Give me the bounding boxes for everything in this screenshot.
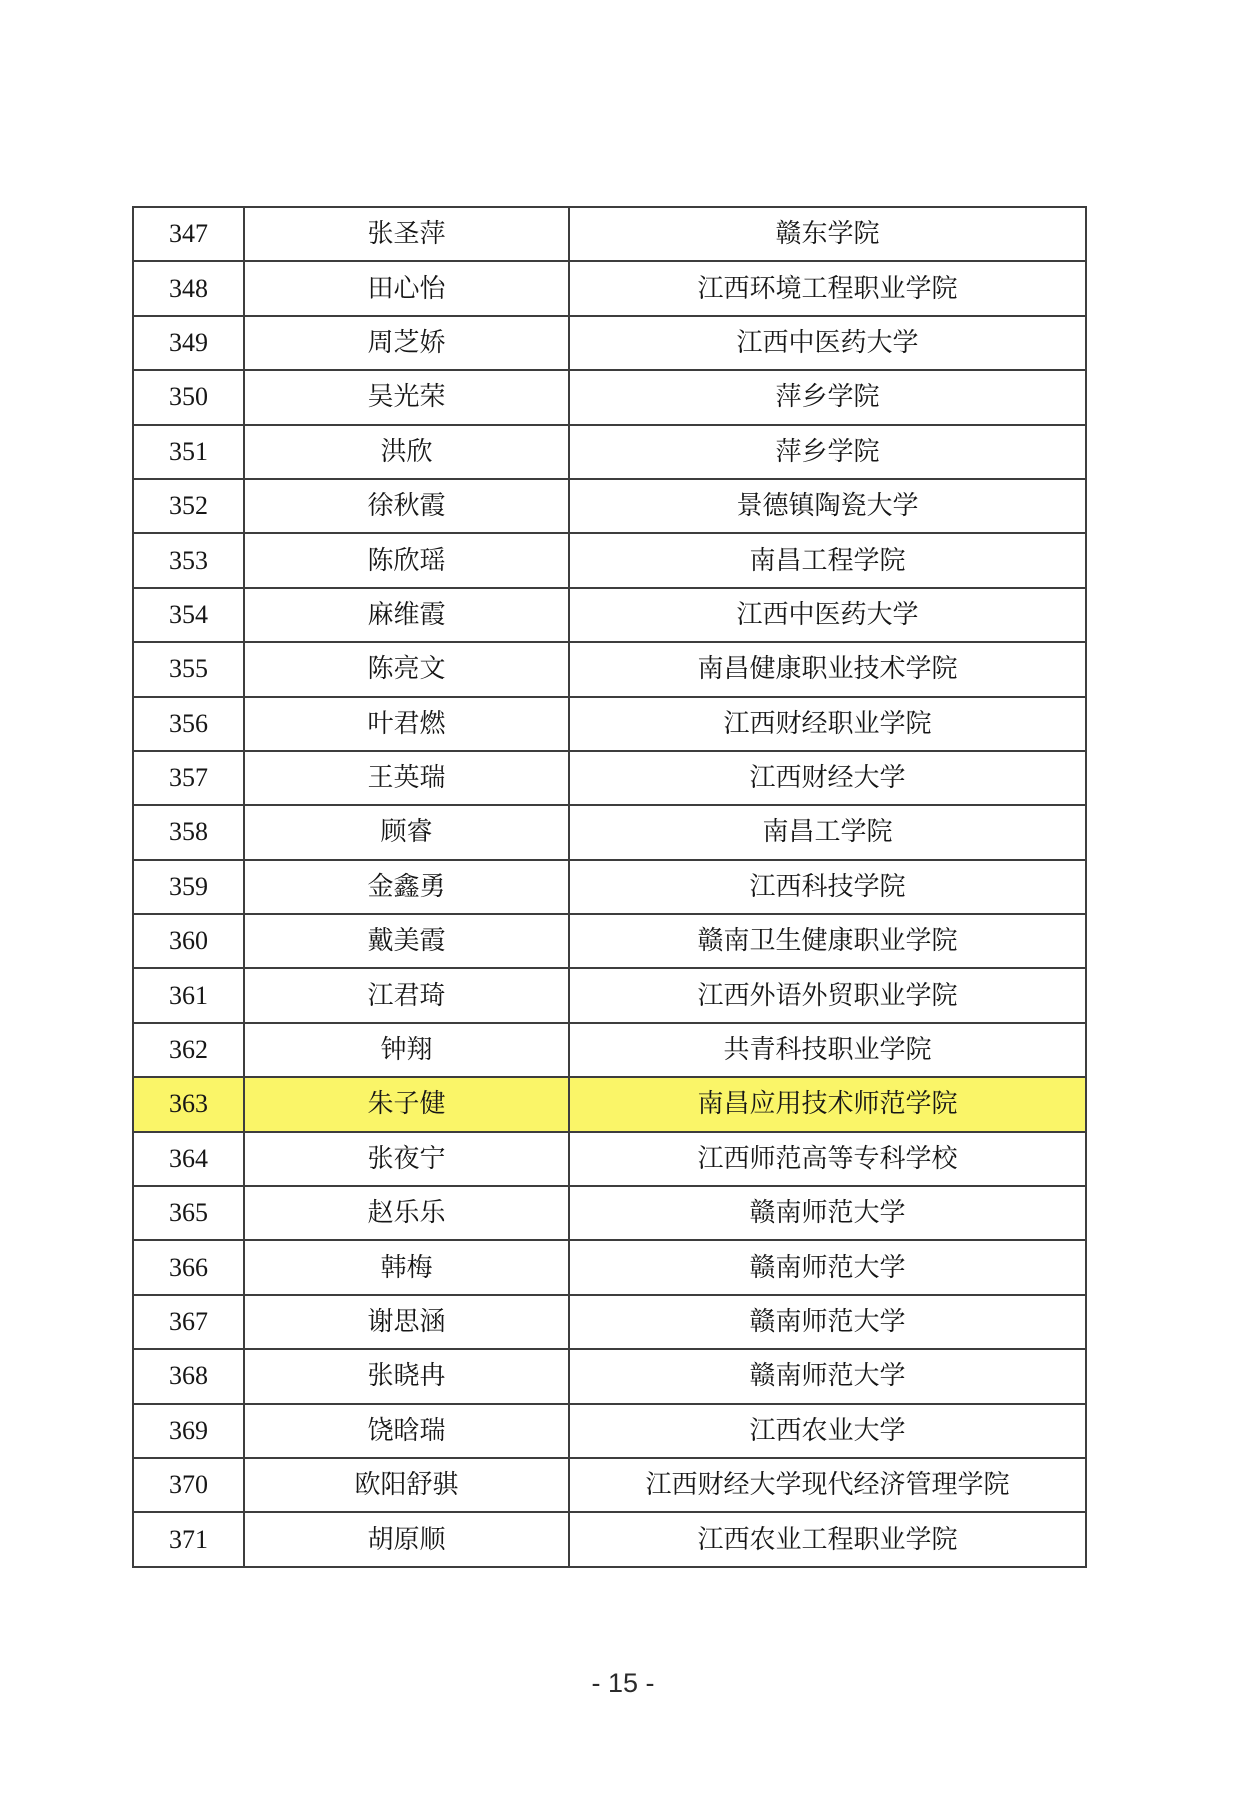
name-cell: 陈亮文 bbox=[244, 642, 569, 696]
school-cell: 南昌健康职业技术学院 bbox=[569, 642, 1086, 696]
row-number-cell: 349 bbox=[133, 316, 244, 370]
school-cell: 江西农业工程职业学院 bbox=[569, 1512, 1086, 1566]
table-row bbox=[133, 1349, 1086, 1403]
school-cell: 赣南师范大学 bbox=[569, 1240, 1086, 1294]
table-row bbox=[133, 261, 1086, 315]
table-row bbox=[133, 1240, 1086, 1294]
table-row bbox=[133, 1077, 1086, 1131]
row-number-cell: 352 bbox=[133, 479, 244, 533]
name-cell: 徐秋霞 bbox=[244, 479, 569, 533]
table-row bbox=[133, 642, 1086, 696]
row-number-cell: 362 bbox=[133, 1023, 244, 1077]
name-cell: 韩梅 bbox=[244, 1240, 569, 1294]
name-cell: 张圣萍 bbox=[244, 207, 569, 261]
school-cell: 江西财经大学 bbox=[569, 751, 1086, 805]
school-cell: 江西外语外贸职业学院 bbox=[569, 968, 1086, 1022]
name-cell: 赵乐乐 bbox=[244, 1186, 569, 1240]
table-row bbox=[133, 316, 1086, 370]
table-row bbox=[133, 479, 1086, 533]
name-cell: 谢思涵 bbox=[244, 1295, 569, 1349]
school-cell: 江西师范高等专科学校 bbox=[569, 1132, 1086, 1186]
school-cell: 赣东学院 bbox=[569, 207, 1086, 261]
table-row bbox=[133, 207, 1086, 261]
name-cell: 洪欣 bbox=[244, 425, 569, 479]
school-cell: 赣南卫生健康职业学院 bbox=[569, 914, 1086, 968]
row-number-cell: 351 bbox=[133, 425, 244, 479]
row-number-cell: 358 bbox=[133, 805, 244, 859]
name-cell: 朱子健 bbox=[244, 1077, 569, 1131]
school-cell: 赣南师范大学 bbox=[569, 1349, 1086, 1403]
table-row bbox=[133, 697, 1086, 751]
table-row bbox=[133, 1132, 1086, 1186]
school-cell: 江西环境工程职业学院 bbox=[569, 261, 1086, 315]
row-number-cell: 364 bbox=[133, 1132, 244, 1186]
table-row bbox=[133, 1404, 1086, 1458]
table-row bbox=[133, 425, 1086, 479]
school-cell: 南昌应用技术师范学院 bbox=[569, 1077, 1086, 1131]
page-number: - 15 - bbox=[591, 1668, 655, 1698]
row-number-cell: 350 bbox=[133, 370, 244, 424]
name-cell: 叶君燃 bbox=[244, 697, 569, 751]
row-number-cell: 366 bbox=[133, 1240, 244, 1294]
row-number-cell: 367 bbox=[133, 1295, 244, 1349]
name-cell: 顾睿 bbox=[244, 805, 569, 859]
school-cell: 赣南师范大学 bbox=[569, 1295, 1086, 1349]
row-number-cell: 348 bbox=[133, 261, 244, 315]
roster-table-body bbox=[133, 207, 1086, 1567]
row-number-cell: 363 bbox=[133, 1077, 244, 1131]
school-cell: 江西中医药大学 bbox=[569, 588, 1086, 642]
name-cell: 周芝娇 bbox=[244, 316, 569, 370]
table-row bbox=[133, 588, 1086, 642]
name-cell: 张晓冉 bbox=[244, 1349, 569, 1403]
roster-table-container bbox=[132, 206, 1085, 1568]
school-cell: 景德镇陶瓷大学 bbox=[569, 479, 1086, 533]
table-row bbox=[133, 1458, 1086, 1512]
table-row bbox=[133, 751, 1086, 805]
row-number-cell: 360 bbox=[133, 914, 244, 968]
table-row bbox=[133, 1295, 1086, 1349]
row-number-cell: 371 bbox=[133, 1512, 244, 1566]
roster-table bbox=[132, 206, 1087, 1568]
school-cell: 赣南师范大学 bbox=[569, 1186, 1086, 1240]
row-number-cell: 365 bbox=[133, 1186, 244, 1240]
school-cell: 江西中医药大学 bbox=[569, 316, 1086, 370]
row-number-cell: 353 bbox=[133, 533, 244, 587]
row-number-cell: 359 bbox=[133, 860, 244, 914]
table-row bbox=[133, 1023, 1086, 1077]
name-cell: 胡原顺 bbox=[244, 1512, 569, 1566]
school-cell: 江西农业大学 bbox=[569, 1404, 1086, 1458]
row-number-cell: 347 bbox=[133, 207, 244, 261]
name-cell: 钟翔 bbox=[244, 1023, 569, 1077]
table-row bbox=[133, 968, 1086, 1022]
school-cell: 江西财经职业学院 bbox=[569, 697, 1086, 751]
name-cell: 王英瑞 bbox=[244, 751, 569, 805]
table-row bbox=[133, 805, 1086, 859]
name-cell: 田心怡 bbox=[244, 261, 569, 315]
table-row bbox=[133, 370, 1086, 424]
name-cell: 张夜宁 bbox=[244, 1132, 569, 1186]
row-number-cell: 361 bbox=[133, 968, 244, 1022]
school-cell: 萍乡学院 bbox=[569, 370, 1086, 424]
school-cell: 萍乡学院 bbox=[569, 425, 1086, 479]
name-cell: 陈欣瑶 bbox=[244, 533, 569, 587]
name-cell: 麻维霞 bbox=[244, 588, 569, 642]
row-number-cell: 357 bbox=[133, 751, 244, 805]
school-cell: 江西科技学院 bbox=[569, 860, 1086, 914]
name-cell: 金鑫勇 bbox=[244, 860, 569, 914]
table-row bbox=[133, 533, 1086, 587]
school-cell: 江西财经大学现代经济管理学院 bbox=[569, 1458, 1086, 1512]
table-row bbox=[133, 1186, 1086, 1240]
name-cell: 饶晗瑞 bbox=[244, 1404, 569, 1458]
row-number-cell: 355 bbox=[133, 642, 244, 696]
table-row bbox=[133, 1512, 1086, 1566]
row-number-cell: 368 bbox=[133, 1349, 244, 1403]
table-row bbox=[133, 914, 1086, 968]
name-cell: 江君琦 bbox=[244, 968, 569, 1022]
name-cell: 吴光荣 bbox=[244, 370, 569, 424]
row-number-cell: 370 bbox=[133, 1458, 244, 1512]
school-cell: 南昌工程学院 bbox=[569, 533, 1086, 587]
school-cell: 共青科技职业学院 bbox=[569, 1023, 1086, 1077]
row-number-cell: 356 bbox=[133, 697, 244, 751]
school-cell: 南昌工学院 bbox=[569, 805, 1086, 859]
table-row bbox=[133, 860, 1086, 914]
name-cell: 欧阳舒骐 bbox=[244, 1458, 569, 1512]
row-number-cell: 369 bbox=[133, 1404, 244, 1458]
name-cell: 戴美霞 bbox=[244, 914, 569, 968]
row-number-cell: 354 bbox=[133, 588, 244, 642]
